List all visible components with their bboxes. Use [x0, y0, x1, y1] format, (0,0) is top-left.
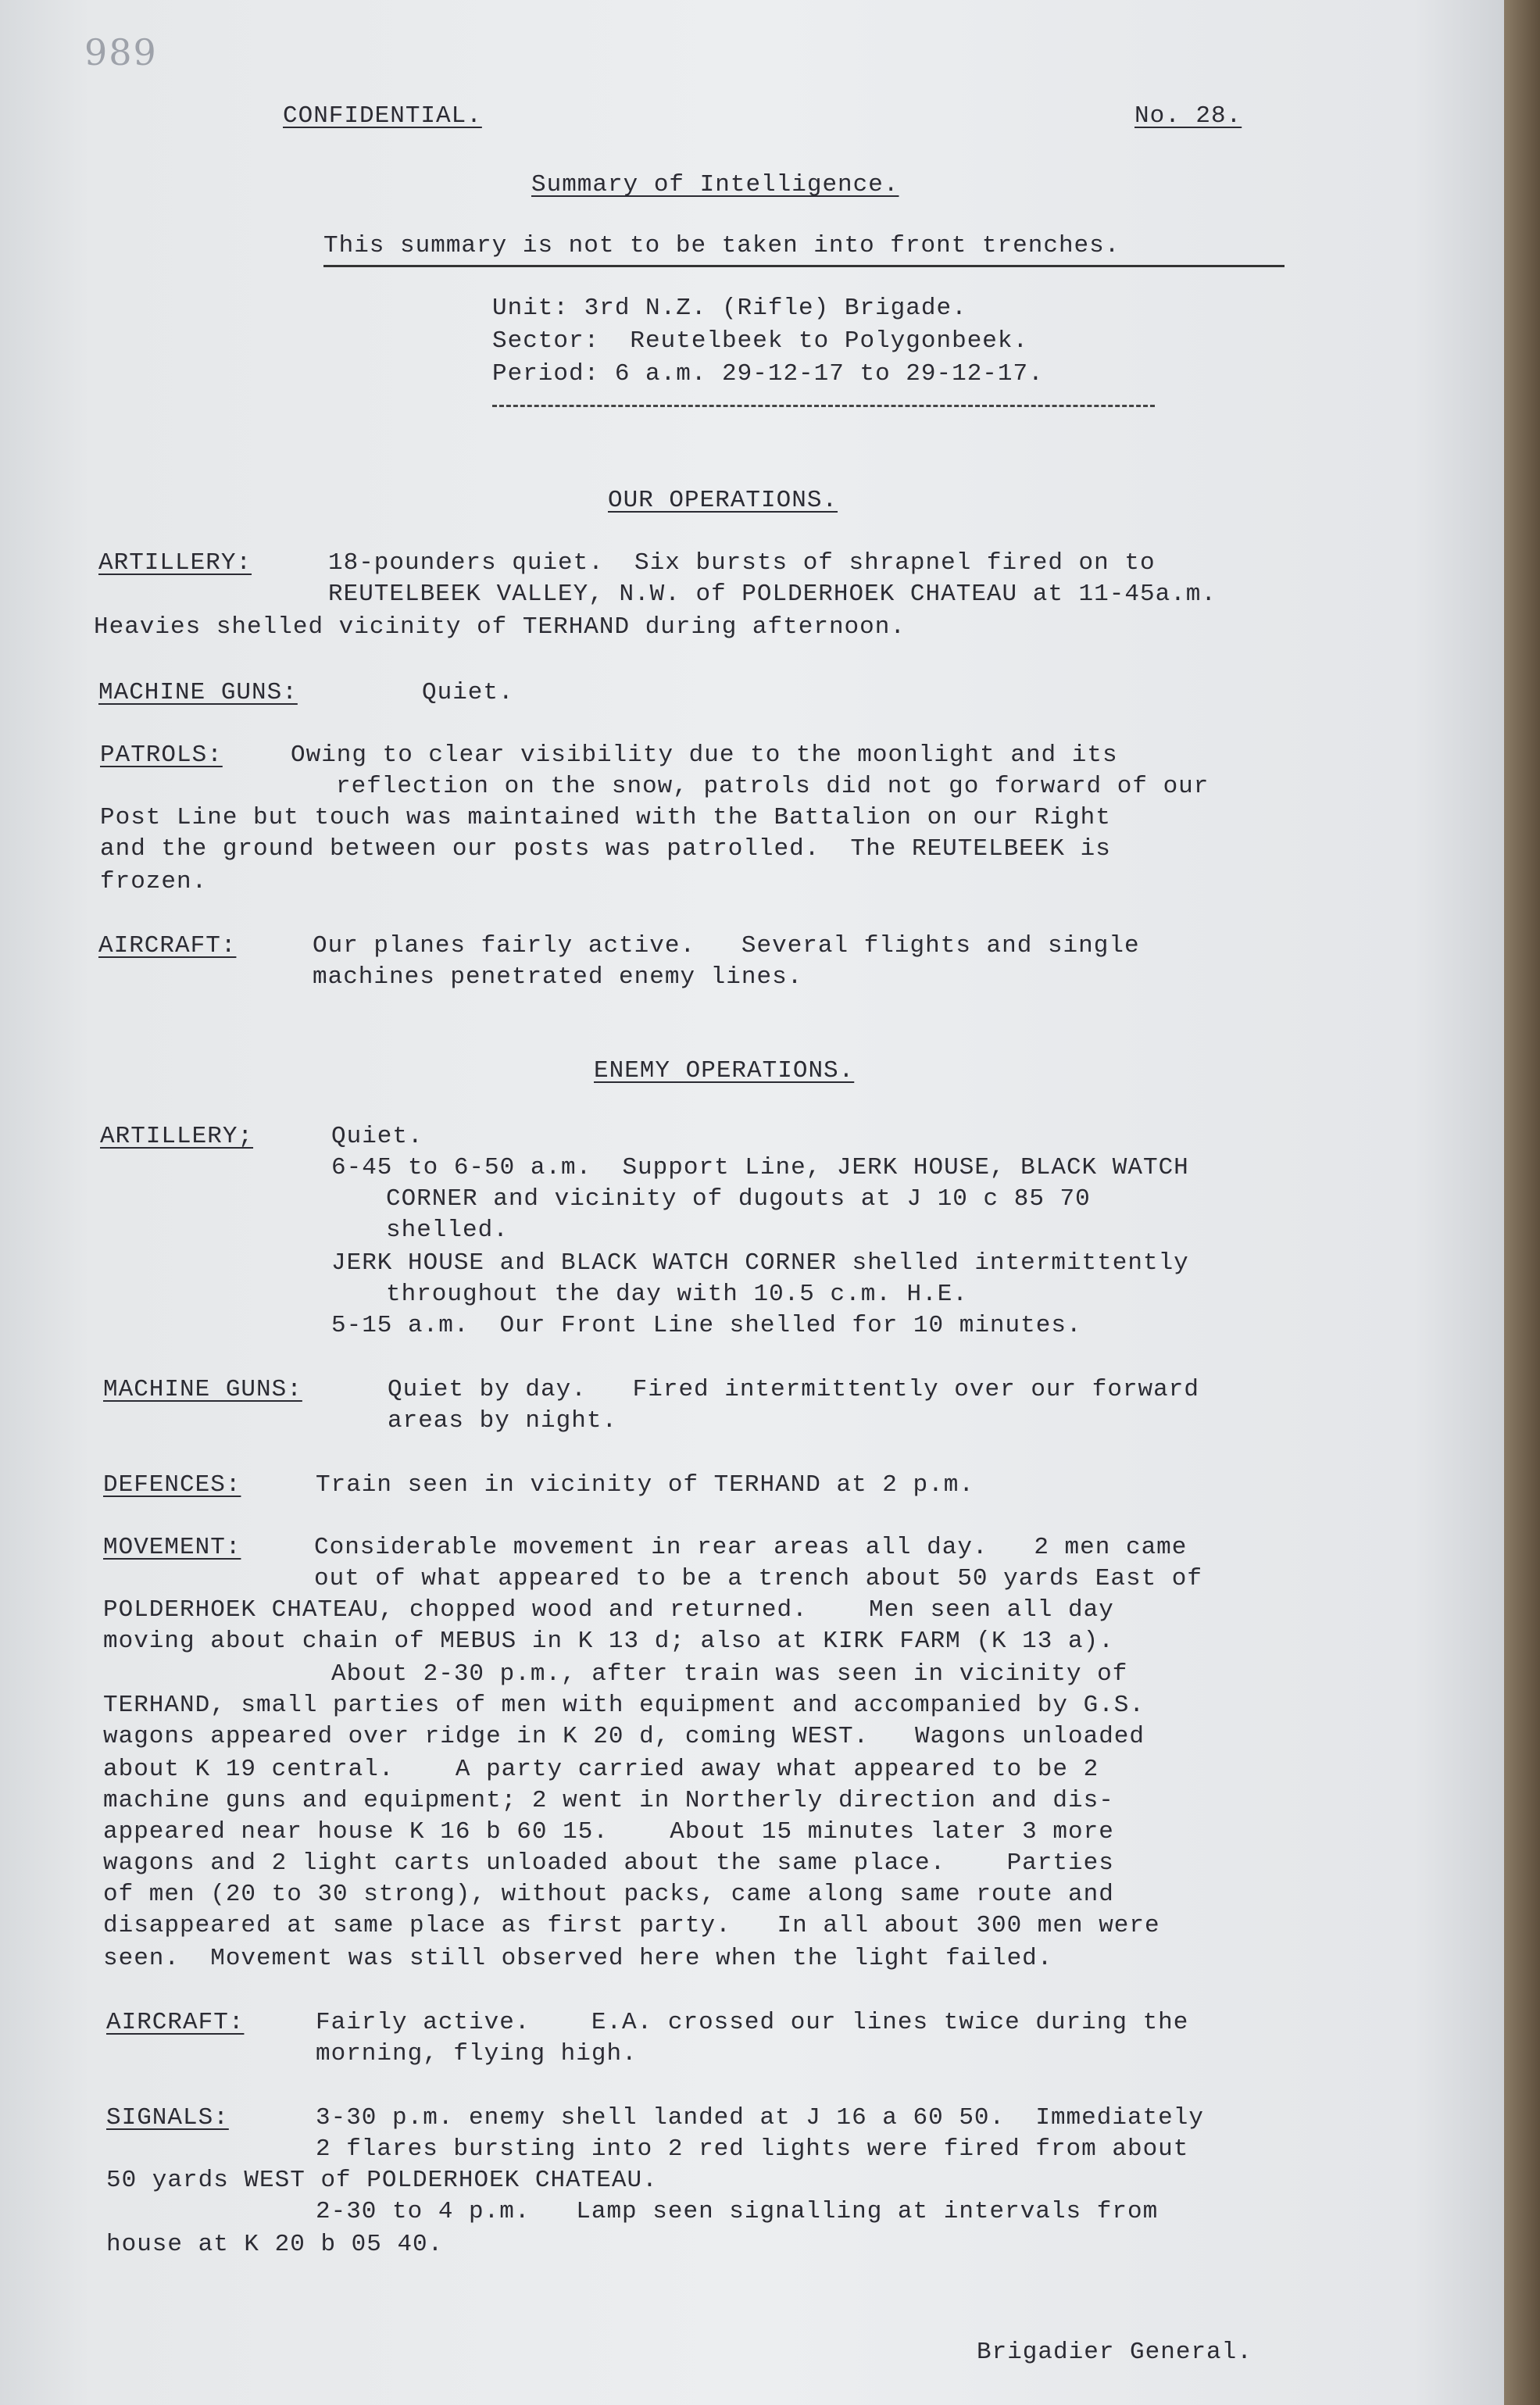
our-operations-heading: OUR OPERATIONS.	[608, 487, 838, 514]
our-artillery-line: Heavies shelled vicinity of TERHAND during afternoon.	[94, 613, 906, 641]
enemy-machine-guns-line: areas by night.	[388, 1407, 618, 1435]
enemy-artillery-line: CORNER and vicinity of dugouts at J 10 c 85 70	[386, 1185, 1091, 1213]
enemy-artillery-line: Quiet.	[331, 1123, 423, 1150]
movement-line: disappeared at same place as first party. In all about 300 men were	[103, 1912, 1160, 1939]
page-edge-background	[1504, 0, 1540, 2405]
movement-line: wagons appeared over ridge in K 20 d, coming WEST. Wagons unloaded	[103, 1723, 1145, 1750]
movement-line: Considerable movement in rear areas all day. 2 men came	[314, 1534, 1188, 1561]
period-line: Period: 6 a.m. 29-12-17 to 29-12-17.	[492, 360, 1044, 388]
movement-line: moving about chain of MEBUS in K 13 d; also at KIRK FARM (K 13 a).	[103, 1628, 1114, 1655]
movement-line: TERHAND, small parties of men with equipment and accompanied by G.S.	[103, 1692, 1145, 1719]
movement-line: POLDERHOEK CHATEAU, chopped wood and returned. Men seen all day	[103, 1596, 1114, 1624]
enemy-aircraft-line: morning, flying high.	[316, 2040, 638, 2067]
enemy-artillery-line: throughout the day with 10.5 c.m. H.E.	[386, 1281, 968, 1308]
enemy-artillery-line: 5-15 a.m. Our Front Line shelled for 10 minutes.	[331, 1312, 1082, 1339]
our-artillery-line: 18-pounders quiet. Six bursts of shrapnel fired on to	[328, 549, 1156, 577]
enemy-machine-guns-line: Quiet by day. Fired intermittently over our forward	[388, 1376, 1199, 1403]
signature-line: Brigadier General.	[977, 2339, 1252, 2366]
document-title: Summary of Intelligence.	[531, 171, 899, 198]
our-aircraft-line: Our planes fairly active. Several flights and single	[313, 932, 1140, 959]
movement-label: MOVEMENT:	[103, 1534, 241, 1561]
signals-line: 3-30 p.m. enemy shell landed at J 16 a 60 50. Immediately	[316, 2104, 1204, 2132]
movement-line: appeared near house K 16 b 60 15. About 15 minutes later 3 more	[103, 1818, 1114, 1846]
signals-label: SIGNALS:	[106, 2104, 229, 2132]
movement-line: About 2-30 p.m., after train was seen in vicinity of	[331, 1660, 1128, 1688]
sector-line: Sector: Reutelbeek to Polygonbeek.	[492, 327, 1029, 355]
movement-line: out of what appeared to be a trench about 50 yards East of	[314, 1565, 1202, 1592]
signals-line: 2-30 to 4 p.m. Lamp seen signalling at intervals from	[316, 2198, 1159, 2225]
enemy-artillery-line: JERK HOUSE and BLACK WATCH CORNER shelled intermittently	[331, 1249, 1189, 1277]
defences-label: DEFENCES:	[103, 1471, 241, 1499]
pencil-page-number: 989	[84, 31, 158, 73]
enemy-artillery-line: 6-45 to 6-50 a.m. Support Line, JERK HOUSE, BLACK WATCH	[331, 1154, 1189, 1181]
signals-line: house at K 20 b 05 40.	[106, 2231, 444, 2258]
signals-line: 50 yards WEST of POLDERHOEK CHATEAU.	[106, 2167, 658, 2194]
our-artillery-line: REUTELBEEK VALLEY, N.W. of POLDERHOEK CHATEAU at 11-45a.m.	[328, 581, 1217, 608]
our-machine-guns-label: MACHINE GUNS:	[98, 679, 298, 706]
warning-underline	[323, 265, 1285, 267]
movement-line: wagons and 2 light carts unloaded about the same place. Parties	[103, 1849, 1114, 1877]
movement-line: about K 19 central. A party carried away what appeared to be 2	[103, 1756, 1099, 1783]
classification: CONFIDENTIAL.	[283, 102, 482, 130]
document-number: No. 28.	[1134, 102, 1242, 130]
enemy-artillery-line: shelled.	[386, 1217, 509, 1244]
patrols-label: PATROLS:	[100, 742, 223, 769]
movement-line: seen. Movement was still observed here when the light failed.	[103, 1945, 1053, 1972]
enemy-aircraft-line: Fairly active. E.A. crossed our lines twice during the	[316, 2009, 1189, 2036]
enemy-machine-guns-label: MACHINE GUNS:	[103, 1376, 302, 1403]
unit-line: Unit: 3rd N.Z. (Rifle) Brigade.	[492, 295, 967, 322]
enemy-aircraft-label: AIRCRAFT:	[106, 2009, 245, 2036]
our-artillery-label: ARTILLERY:	[98, 549, 252, 577]
patrols-line: Owing to clear visibility due to the moonlight and its	[291, 742, 1118, 769]
patrols-line: frozen.	[100, 868, 208, 895]
our-aircraft-line: machines penetrated enemy lines.	[313, 963, 803, 991]
patrols-line: reflection on the snow, patrols did not go forward of our	[336, 773, 1209, 800]
defences-text: Train seen in vicinity of TERHAND at 2 p.m.	[316, 1471, 974, 1499]
our-aircraft-label: AIRCRAFT:	[98, 932, 237, 959]
enemy-artillery-label: ARTILLERY;	[100, 1123, 254, 1150]
patrols-line: and the ground between our posts was patrolled. The REUTELBEEK is	[100, 835, 1111, 863]
patrols-line: Post Line but touch was maintained with the Battalion on our Right	[100, 804, 1111, 831]
signals-line: 2 flares bursting into 2 red lights were fired from about	[316, 2135, 1189, 2163]
warning-notice: This summary is not to be taken into front trenches.	[323, 232, 1120, 259]
movement-line: of men (20 to 30 strong), without packs, came along same route and	[103, 1881, 1114, 1908]
movement-line: machine guns and equipment; 2 went in Northerly direction and dis-	[103, 1787, 1114, 1814]
our-machine-guns-text: Quiet.	[422, 679, 514, 706]
header-divider	[492, 405, 1155, 407]
enemy-operations-heading: ENEMY OPERATIONS.	[594, 1057, 855, 1085]
